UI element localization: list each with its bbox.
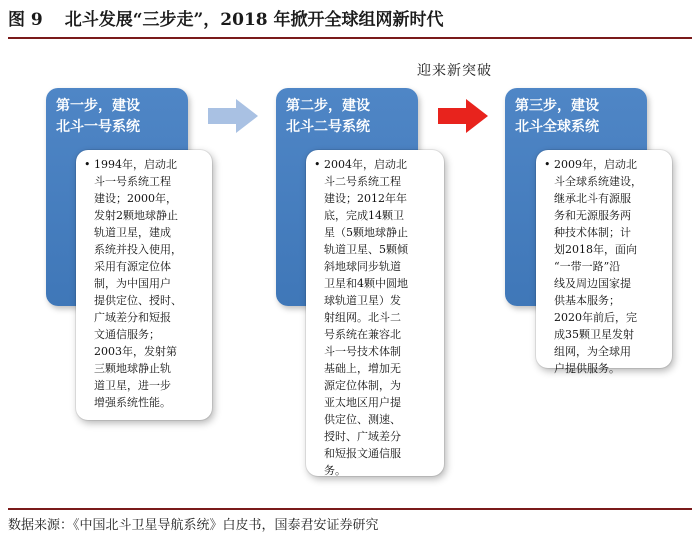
step-1-bullet: • <box>84 158 91 171</box>
source-note: 数据来源：《中国北斗卫星导航系统》白皮书，国泰君安证券研究 <box>8 518 379 533</box>
light-blue-arrow-icon <box>208 99 258 133</box>
figure-title-text: 北斗发展“三步走”，2018 年掀开全球组网新时代 <box>64 10 444 30</box>
step-2-detail-card <box>306 150 444 476</box>
step-3-detail: 2009年，启动北 斗全球系统建设， 继承北斗有源服 务和无源服务两 种技术体制；计 划2018年，面向 “一带一路”沿 线及周边国家提 供基本服务； 2020年前后，完 成35颗卫星发射 组网，为全球用 户提供服务。 <box>554 158 642 375</box>
red-arrow-icon <box>438 99 488 133</box>
figure-title <box>8 4 692 36</box>
step-2-detail: 2004年，启动北 斗二号系统工程 建设；2012年年 底，完成14颗卫 星（5颗地球静止 轨道卫星、5颗倾 斜地球同步轨道 卫星和4颗中圆地 球轨道卫星）发 射组网。北斗二 号系统在兼容北 斗一号技术体制 基础上，增加无 源定位体制，为 亚太地区用户提 供定位、测速、 授时、广域差分 和短报文通信服 务。 <box>324 158 408 477</box>
bottom-rule <box>8 508 692 510</box>
figure-number: 图 9 <box>8 10 43 30</box>
step-2-bullet: • <box>314 158 321 171</box>
step-2-title: 第二步，建设 北斗二号系统 <box>286 98 370 135</box>
step-3-detail-card <box>536 150 672 375</box>
breakthrough-label: 迎来新突破 <box>417 63 492 79</box>
step-3-title: 第三步，建设 北斗全球系统 <box>515 98 599 135</box>
top-rule <box>8 37 692 39</box>
step-1-detail: 1994年，启动北 斗一号系统工程 建设；2000年， 发射2颗地球静止 轨道卫星，建成 系统并投入使用， 采用有源定位体 制，为中国用户 提供定位、授时、 广域差分和短报 文通信服务； 2003年，发射第 三颗地球静止轨 道卫星，进一步 增强系统性能。 <box>94 158 182 409</box>
step-1-detail-card <box>76 150 212 420</box>
step-3-bullet: • <box>544 158 551 171</box>
step-1-title: 第一步，建设 北斗一号系统 <box>56 98 140 135</box>
